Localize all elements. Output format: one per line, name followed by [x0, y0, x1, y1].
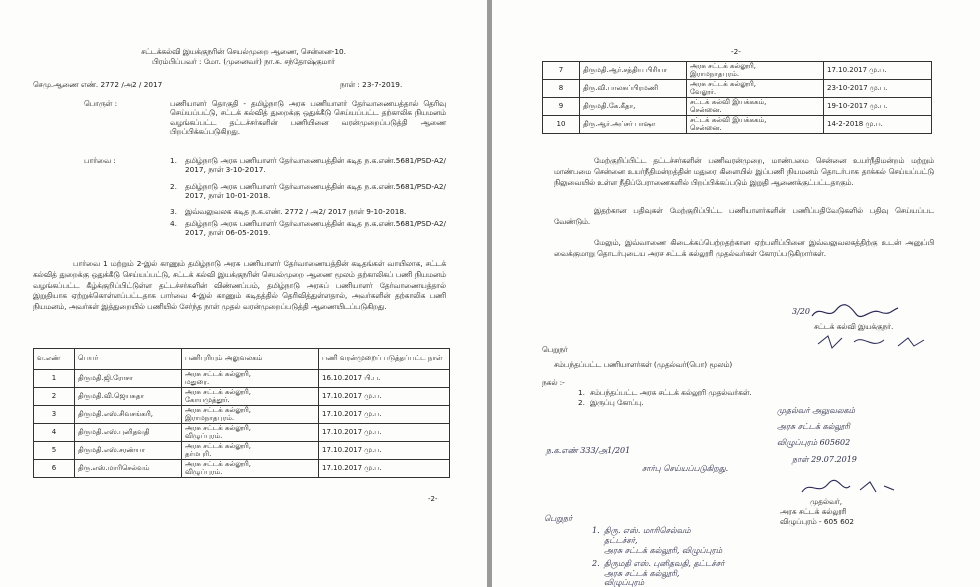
recipient-2-line-1: திருமதி எஸ். புனிதவதி, தட்டச்சர்: [604, 559, 725, 568]
row-office: [182, 388, 319, 406]
header-office: பணிபுரியும் அலுவலகம்: [182, 349, 319, 370]
recipient-1-line-1: திரு. எஸ். மாரிசெல்வம்: [604, 526, 691, 535]
office-line-1: அரசு சட்டக் கல்லூரி,: [185, 459, 252, 468]
table-row: [34, 424, 450, 442]
office-line-2: விழுப்புரம்.: [185, 467, 223, 476]
office-line-2: சென்னை.: [690, 105, 722, 114]
row-serial: 10: [543, 116, 580, 134]
row-serial: 1: [34, 370, 75, 388]
office-line-2: விழுப்புரம்.: [185, 431, 223, 440]
reference-3-text: இவ்வலுவலக கடித ந.க.எண். 2772 / அ2/ 2017 நாள் 9-10-2018.: [185, 207, 407, 216]
to-label: பெறுநர்: [542, 345, 568, 354]
reference-number: ந.க.எண் 333/அ1/201: [546, 446, 631, 455]
row-date: 17.10.2017 மு.ப.: [319, 406, 450, 424]
typist-table-page1: [33, 348, 450, 478]
stamp-line-2: அரசு சட்டக் கல்லூரி: [777, 422, 850, 431]
director-signature: [810, 302, 900, 322]
principal-college: அரசு சட்டக் கல்லூரி: [780, 507, 847, 516]
stamp-line-1: முதல்வர் அலுவலகம்: [777, 406, 856, 415]
row-date: 17.10.2017 மு.ப.: [319, 424, 450, 442]
row-name: திருமதி.எஸ்.சிவசங்கரி,: [75, 406, 182, 424]
office-line-1: அரசு சட்டக் கல்லூரி,: [690, 61, 757, 70]
row-office: [182, 442, 319, 460]
row-name: திருமதி.ஆர்.சத்திய பிரியா: [580, 62, 687, 80]
row-serial: 7: [543, 62, 580, 80]
reference-1-text: தமிழ்நாடு அரசு பணியாளர் தேர்வாணையத்தின் கடித ந.க.எண்.5681/PSD-A2/ 2017, நாள் 3-10-2017.: [185, 156, 446, 175]
stamp-line-4: நாள் 29.07.2019: [792, 455, 857, 464]
row-office: [687, 80, 824, 98]
row-office: [687, 62, 824, 80]
row-serial: 8: [543, 80, 580, 98]
office-line-1: அரசு சட்டக் கல்லூரி,: [185, 369, 252, 378]
header-line-1: சட்டக்கல்வி இயக்குநரின் செயல்முறை ஆணை, சென்னை-10.: [141, 47, 346, 56]
office-line-1: அரசு சட்டக் கல்லூரி,: [690, 79, 757, 88]
row-date: 14-2-2018 மு.ப.: [824, 116, 932, 134]
table-row: [543, 116, 932, 134]
subject-label: பொருள் :: [84, 99, 118, 108]
handwritten-initials: [814, 332, 934, 354]
recipient-2-num: 2.: [592, 559, 600, 568]
copy-label: நகல் :-: [542, 378, 565, 387]
principal-place: விழுப்புரம் - 605 602: [780, 517, 855, 526]
row-office: [182, 460, 319, 478]
principal-signature: [798, 478, 898, 498]
header-date: பணி வரன்முறைப் படுத்தப்பட்ட நாள்: [319, 349, 450, 370]
row-name: திருமதி.எஸ்.புனிதவதி: [75, 424, 182, 442]
recipient-1-line-2: தட்டச்சர்,: [604, 536, 638, 545]
office-line-1: சட்டக் கல்வி இயக்ககம்,: [690, 115, 767, 124]
header-line-2: பிரம்பிப்பவர் : மோ. (முனைவர்) நா.சு. சந்தோஷ்குமார்: [152, 57, 335, 66]
office-line-1: அரசு சட்டக் கல்லூரி,: [185, 387, 252, 396]
order-number: செமு.ஆணை எண். 2772 /அ2 / 2017: [33, 80, 163, 89]
row-name: திருமதி.வி.ஜெயசுதா: [75, 388, 182, 406]
reference-1-num: 1.: [170, 156, 177, 165]
table-row: [34, 442, 450, 460]
reference-2-text: தமிழ்நாடு அரசு பணியாளர் தேர்வாணையத்தின் கடித ந.க.எண்.5681/PSD-A2/ 2017, நாள் 10-01-2018.: [185, 182, 446, 201]
director-title: சட்டக் கல்வி இயக்குநர்.: [814, 322, 894, 331]
paragraph-1: மேற்குறிப்பிட்ட தட்டச்சர்களின் பணிவரன்முறை, மாண்பமை சென்னை உயர்நீதிமன்றம் மற்றும் மாண்பமை சென்னை உயர்நீதிமன்றத்தின் மதுரை கிளையில் இப்பணி நியமனம் தொடர்பாக தாக்கல் செய்யப்பட்டு நிலுவையில் உள்ள நீதிப்பேராணைகளில் பிறப்பிக்கப்படும் இறுதி ஆணைக்குட்பட்டதாகும்.: [554, 156, 934, 187]
principal-title: முதல்வர்,: [810, 497, 843, 506]
to-text: சம்பந்தப்பட்ட பணியாளர்கள் (முதல்வர்(பொ) மூலம்): [554, 360, 733, 369]
office-line-1: சட்டக் கல்வி இயக்ககம்,: [690, 97, 767, 106]
copy-1-num: 1.: [578, 388, 585, 397]
row-name: திருமதி.கே.கீதா,: [580, 98, 687, 116]
office-line-2: வேலூர்.: [690, 87, 717, 96]
document-page-1: [0, 0, 487, 587]
table-row: [543, 98, 932, 116]
reference-label: பார்வை :: [84, 156, 116, 165]
table-row: [34, 406, 450, 424]
row-name: திருமதி.எஸ்.சரண்யா: [75, 442, 182, 460]
office-line-1: அரசு சட்டக் கல்லூரி,: [185, 423, 252, 432]
row-serial: 5: [34, 442, 75, 460]
document-page-2: [492, 0, 980, 587]
row-office: [687, 116, 824, 134]
order-date: நாள் : 23-7-2019.: [340, 80, 403, 89]
header-name: பெயர்: [75, 349, 182, 370]
row-date: 16.10.2017 பி.ப.: [319, 370, 450, 388]
body-paragraph: பார்வை 1 மற்றும் 2-இல் காணும் தமிழ்நாடு அரசு பணியாளர் தேர்வாணையத்தின் கடிதங்கள் வாயிலாக, சட்டக் கல்வித் துறைக்கு ஒதுக்கீடு செய்யப்பட்டு, சட்டக் கல்வி இயக்குநரின் செயல்முறை ஆணை மூலம் தற்காலிகப் பணி நியமனம் வழங்கப்பட்ட கீழ்க்குறிப்பிட்டுள்ள தட்டச்சர்களின் விண்ணப்பம், தமிழ்நாடு அரசுப் பணியாளர் தேர்வாணையத்தால் இறுதியாக ஏற்றுக்கொள்ளப்பட்டதாக பார்வை 4-இல் காணும் கடிதத்தில் தெரிவித்துள்ளதால், அவர்களின் தற்காலிக பணி நியமனம், அவர்கள் இத்துறையில் பணியில் சேர்ந்த நாள் முதல் வரன்முறைப்படுத்தி ஆணையிடப்படுகிறது.: [33, 259, 446, 312]
row-serial: 6: [34, 460, 75, 478]
recipient-2-line-2: அரசு சட்டக் கல்லூரி,: [604, 569, 680, 578]
recipient-1-num: 1.: [592, 526, 600, 535]
row-date: 17.10.2017 மு.ப.: [319, 442, 450, 460]
paragraph-3: மேலும், இவ்வாணை கிடைக்கப்பெற்றதற்கான ஏற்பளிப்பினை இவ்வலுவலகத்திற்கு உடன் அனுப்பி வைக்குமாறு தொடர்புடைய அரச சட்டக் கல்லூரி முதல்வர்கள் கோரப்படுகிறார்கள்.: [554, 238, 934, 258]
table-row: [543, 80, 932, 98]
copy-1-text: சம்பந்தப்பட்ட அரசு சட்டக் கல்லூரி முதல்வர்கள்.: [590, 388, 752, 397]
reference-4-text: தமிழ்நாடு அரசு பணியாளர் தேர்வாணையத்தின் கடித ந.க.எண்.5681/PSD-A2/ 2017, நாள் 06-05-2019.: [185, 219, 446, 238]
recipient-1-line-3: அரசு சட்டக் கல்லூரி, விழுப்புரம்: [604, 546, 723, 555]
row-name: திரு.ஆர்.அப்சர் பாஷா: [580, 116, 687, 134]
copy-2-text: இருப்பு கோப்பு.: [590, 398, 644, 407]
office-line-2: இராமநாதபுரம்.: [690, 69, 740, 78]
page-number: -2-: [731, 47, 741, 56]
row-name: திரு.வி.பாலசுப்பிரமணி: [580, 80, 687, 98]
subject-text: பணியாளர் தொகுதி - தமிழ்நாடு அரசு பணியாளர் தேர்வாணையத்தால் தெரிவு செய்யப்பட்டு, சட்டக் கல்வித் துறைக்கு ஒதுக்கீடு செய்யப்பட்ட தற்காலிக நியமனம் வழங்கப்பட்ட தட்டச்சர்களின் பணியினை வரன்முறைப்படுத்தி ஆணை பிறப்பிக்கப்படுகிறது.: [170, 99, 446, 137]
office-line-1: அரசு சட்டக் கல்லூரி,: [185, 441, 252, 450]
row-date: 23-10-2017 மு.ப.: [824, 80, 932, 98]
row-serial: 4: [34, 424, 75, 442]
row-name: திருமதி.ஜி.ரோசா: [75, 370, 182, 388]
row-serial: 9: [543, 98, 580, 116]
row-serial: 2: [34, 388, 75, 406]
paragraph-2: இதற்கான பதிவுகள் மேற்குறிப்பிட்ட பணியாளர்களின் பணிப்பதிவேடுகளில் பதிவு செய்யப்பட வேண்டும்.: [554, 206, 934, 226]
row-serial: 3: [34, 406, 75, 424]
office-line-2: இராமநாதபுரம்.: [185, 413, 235, 422]
row-date: 19-10-2017 மு.ப.: [824, 98, 932, 116]
reference-4-num: 4.: [170, 219, 177, 228]
office-line-2: கோயமுத்தூர்.: [185, 395, 230, 404]
table-row: [543, 62, 932, 80]
table-row: [34, 388, 450, 406]
row-date: 17.10.2017 மு.ப.: [319, 388, 450, 406]
row-office: [182, 406, 319, 424]
recipient-label: பெறுநர்: [544, 514, 573, 523]
stamp-line-3: விழுப்புரம் 605602: [777, 438, 851, 447]
row-office: [182, 424, 319, 442]
signature-mark: 3/20: [792, 307, 810, 316]
reference-3-num: 3.: [170, 207, 177, 216]
office-line-1: அரசு சட்டக் கல்லூரி,: [185, 405, 252, 414]
row-date: 17.10.2017 மு.ப.: [824, 62, 932, 80]
office-line-2: மதுரை.: [185, 377, 210, 386]
forward-note: சார்பு செய்யப்படுகிறது.: [642, 464, 729, 473]
row-name: திரு.எஸ்.மாரிசெல்வம்: [75, 460, 182, 478]
reference-2-num: 2.: [170, 182, 177, 191]
row-office: [687, 98, 824, 116]
recipient-2-line-3: விழுப்புரம்: [604, 578, 645, 587]
page-continue-marker: -2-: [428, 495, 438, 503]
typist-table-page2: [542, 61, 932, 134]
table-row: [34, 370, 450, 388]
office-line-2: சென்னை.: [690, 123, 722, 132]
table-header-row: [34, 349, 450, 370]
copy-2-num: 2.: [578, 398, 585, 407]
header-serial: வ.எண்: [34, 349, 75, 370]
row-office: [182, 370, 319, 388]
table-row: [34, 460, 450, 478]
row-date: 17.10.2017 மு.ப.: [319, 460, 450, 478]
office-line-2: தர்மபுரி.: [185, 449, 212, 458]
